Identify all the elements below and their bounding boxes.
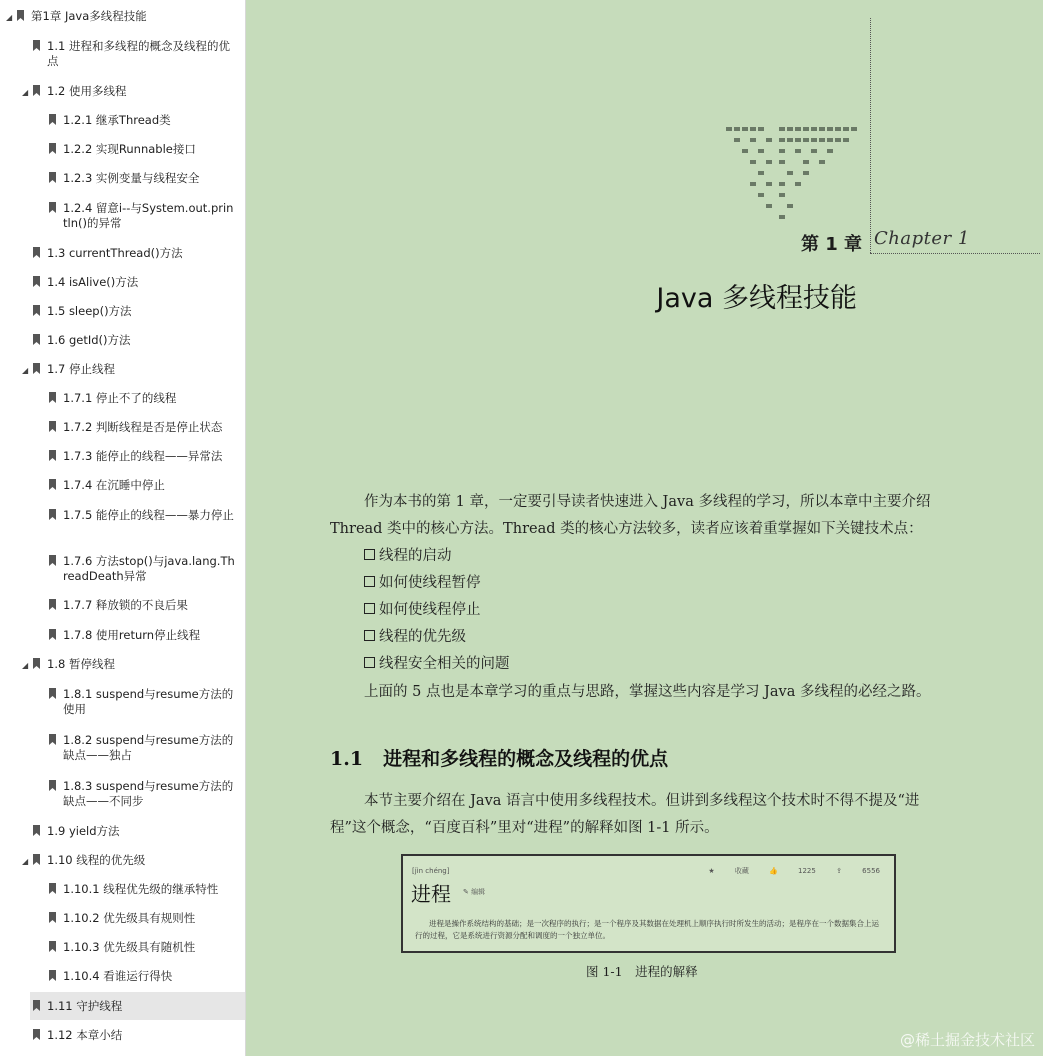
checkbox-bullet-icon [364,576,375,587]
toc-1-3[interactable] [0,246,245,264]
toc-1-7-1[interactable] [0,391,245,409]
toc-1-6[interactable] [0,333,245,351]
bookmark-icon [33,658,40,669]
bookmark-icon [49,883,56,894]
checkbox-bullet-icon [364,549,375,560]
toc-1-7-3[interactable] [0,449,245,467]
bookmark-icon [33,276,40,287]
bookmark-icon [33,334,40,345]
toc-label: 1.8.3 suspend与resume方法的缺点——不同步 [63,779,234,808]
bookmark-icon [49,970,56,981]
bookmark-icon [49,734,56,745]
figure-edit-link: ✎ 编辑 [463,888,486,896]
toc-label: 1.10.1 线程优先级的继承特性 [63,882,219,896]
toc-label: 1.7.6 方法stop()与java.lang.ThreadDeath异常 [63,554,235,583]
toc-1-7-8[interactable] [0,628,245,646]
bookmark-icon [33,363,40,374]
toc-1-10-4[interactable] [0,969,245,987]
toc-label: 1.2.4 留意i--与System.out.println()的异常 [63,201,234,230]
chapter-script-label: Chapter 1 [874,228,970,249]
collapse-arrow-icon[interactable]: ◢ [6,13,13,22]
figure-stat-collect-value: 收藏 [734,867,749,875]
toc-label: 1.7.8 使用return停止线程 [63,628,201,642]
chapter-number: 第 1 章 [801,234,863,255]
toc-label: 1.7.2 判断线程是否是停止状态 [63,420,223,434]
bookmark-icon [49,599,56,610]
bookmark-icon [33,85,40,96]
toc-1-7-2[interactable] [0,420,245,438]
toc-label: 1.8.2 suspend与resume方法的缺点——独占 [63,733,234,762]
toc-1-7-4[interactable] [0,478,245,496]
decorative-horizontal-line [870,253,1040,254]
bookmark-icon [49,941,56,952]
bullet-item [364,625,466,646]
toc-1-8[interactable] [0,657,245,675]
section-number: 1.1 [330,748,364,770]
bullet-text: 线程的优先级 [379,629,466,645]
toc-1-2[interactable] [0,84,245,102]
figure-stats [690,866,880,876]
toc-label: 1.10.4 看谁运行得快 [63,969,173,983]
bookmark-icon [49,780,56,791]
section-paragraph-line-1: 本节主要介绍在 Java 语言中使用多线程技术。但讲到多线程这个技术时不得不提及“进 [364,793,920,809]
collapse-arrow-icon[interactable]: ◢ [22,88,29,97]
bookmark-icon [49,143,56,154]
toc-1-7-6[interactable] [0,554,245,586]
toc-1-4[interactable] [0,275,245,293]
toc-label: 1.5 sleep()方法 [47,304,132,318]
bullet-text: 线程的启动 [379,548,452,564]
bookmark-icon [33,825,40,836]
toc-label: 1.7.5 能停止的线程——暴力停止 [63,508,234,522]
bullet-item [364,598,481,619]
figure-stat-like: 👍 1225 [769,867,816,875]
figure-pinyin: [jìn chéng] [412,867,450,875]
figure-stat-share: ⇪ 6556 [836,867,880,875]
bookmark-icon [49,450,56,461]
section-title: 进程和多线程的概念及线程的优点 [383,748,669,770]
bookmark-icon [33,1029,40,1040]
toc-label: 1.7.4 在沉睡中停止 [63,478,165,492]
toc-label: 1.10 线程的优先级 [47,853,146,867]
document-page [246,0,1043,1056]
bookmark-icon [49,114,56,125]
bookmark-icon [17,10,24,21]
toc-1-10-1[interactable] [0,882,245,900]
checkbox-bullet-icon [364,657,375,668]
toc-label: 1.8 暂停线程 [47,657,115,671]
figure-term: 进程 [411,882,451,906]
toc-label: 1.8.1 suspend与resume方法的使用 [63,687,234,716]
toc-label: 1.7.3 能停止的线程——异常法 [63,449,223,463]
bullet-item [364,544,452,565]
section-paragraph-line-2: 程”这个概念，“百度百科”里对“进程”的解释如图 1-1 所示。 [330,820,719,836]
figure-caption: 图 1-1 进程的解释 [586,964,698,979]
toc-1-9[interactable] [0,824,245,842]
toc-label: 1.11 守护线程 [47,999,123,1013]
toc-chapter-1[interactable] [0,9,245,27]
bookmark-icon [33,40,40,51]
toc-label: 1.3 currentThread()方法 [47,246,183,260]
bookmark-icon [49,912,56,923]
bullet-text: 线程安全相关的问题 [379,656,510,672]
bookmark-icon [33,247,40,258]
bookmark-icon [49,688,56,699]
bookmark-icon [49,629,56,640]
collapse-arrow-icon[interactable]: ◢ [22,661,29,670]
bookmark-icon [49,172,56,183]
toc-1-5[interactable] [0,304,245,322]
toc-1-2-3[interactable] [0,171,245,189]
toc-sidebar [0,0,246,1056]
bookmark-icon [49,421,56,432]
toc-1-10[interactable] [0,853,245,871]
bookmark-icon [49,392,56,403]
figure-stat-share-value: 6556 [862,867,880,875]
summary-paragraph: 上面的 5 点也是本章学习的重点与思路，掌握这些内容是学习 Java 多线程的必经之路。 [364,684,931,700]
toc-1-7-7[interactable] [0,598,245,616]
toc-1-10-3[interactable] [0,940,245,958]
bookmark-icon [49,202,56,213]
toc-label: 1.1 进程和多线程的概念及线程的优点 [47,39,230,68]
toc-label: 1.4 isAlive()方法 [47,275,139,289]
toc-label: 1.2.1 继承Thread类 [63,113,171,127]
bookmark-icon [33,305,40,316]
toc-1-2-2[interactable] [0,142,245,160]
toc-label: 1.12 本章小结 [47,1028,123,1042]
toc-1-8-1[interactable] [0,687,245,719]
bookmark-icon [49,555,56,566]
toc-1-2-1[interactable] [0,113,245,131]
bookmark-icon [49,509,56,520]
chapter-ornament-graphic [721,123,861,223]
toc-1-11[interactable] [30,992,245,1020]
collapse-arrow-icon[interactable]: ◢ [22,366,29,375]
checkbox-bullet-icon [364,630,375,641]
intro-paragraph-line-1: 作为本书的第 1 章，一定要引导读者快速进入 Java 多线程的学习，所以本章中主要介绍 [364,494,931,510]
chapter-title: Java 多线程技能 [656,283,857,314]
toc-label: 1.6 getId()方法 [47,333,131,347]
checkbox-bullet-icon [364,603,375,614]
bullet-item [364,571,481,592]
bookmark-icon [49,479,56,490]
toc-1-2-4[interactable] [0,201,245,233]
toc-label: 1.2.3 实例变量与线程安全 [63,171,200,185]
toc-label: 1.7.1 停止不了的线程 [63,391,177,405]
toc-1-10-2[interactable] [0,911,245,929]
toc-1-1[interactable] [0,39,245,71]
watermark: @稀土掘金技术社区 [899,1031,1035,1049]
figure-edit-label: 编辑 [471,888,486,896]
section-heading [330,744,668,771]
figure-1-1-screenshot [401,854,896,953]
toc-label: 1.9 yield方法 [47,824,120,838]
intro-paragraph-line-2: Thread 类中的核心方法。Thread 类的核心方法较多，读者应该着重掌握如下关键技术点： [330,521,923,537]
toc-1-12[interactable] [0,1028,245,1046]
toc-1-8-3[interactable] [0,779,245,811]
toc-label: 1.2 使用多线程 [47,84,127,98]
collapse-arrow-icon[interactable]: ◢ [22,857,29,866]
figure-definition-text: 进程是操作系统结构的基础；是一次程序的执行；是一个程序及其数据在处理机上顺序执行时所发生的活动；是程序在一个数据集合上运行的过程，它是系统进行资源分配和调度的一个独立单位。 [415,919,879,940]
toc-label: 1.7.7 释放锁的不良后果 [63,598,188,612]
toc-label: 1.10.3 优先级具有随机性 [63,940,196,954]
bookmark-icon [33,854,40,865]
toc-label: 1.2.2 实现Runnable接口 [63,142,196,156]
bullet-text: 如何使线程暂停 [379,575,481,591]
bullet-text: 如何使线程停止 [379,602,481,618]
bullet-item [364,652,510,673]
figure-stat-collect: ★ 收藏 [708,867,749,875]
toc-1-7[interactable] [0,362,245,380]
figure-stat-like-value: 1225 [798,867,816,875]
toc-1-8-2[interactable] [0,733,245,765]
decorative-vertical-line [870,18,871,253]
bookmark-icon [33,1000,40,1011]
toc-label: 1.10.2 优先级具有规则性 [63,911,196,925]
toc-1-7-5[interactable] [0,508,245,540]
toc-label: 1.7 停止线程 [47,362,115,376]
toc-label: 第1章 Java多线程技能 [31,9,147,23]
